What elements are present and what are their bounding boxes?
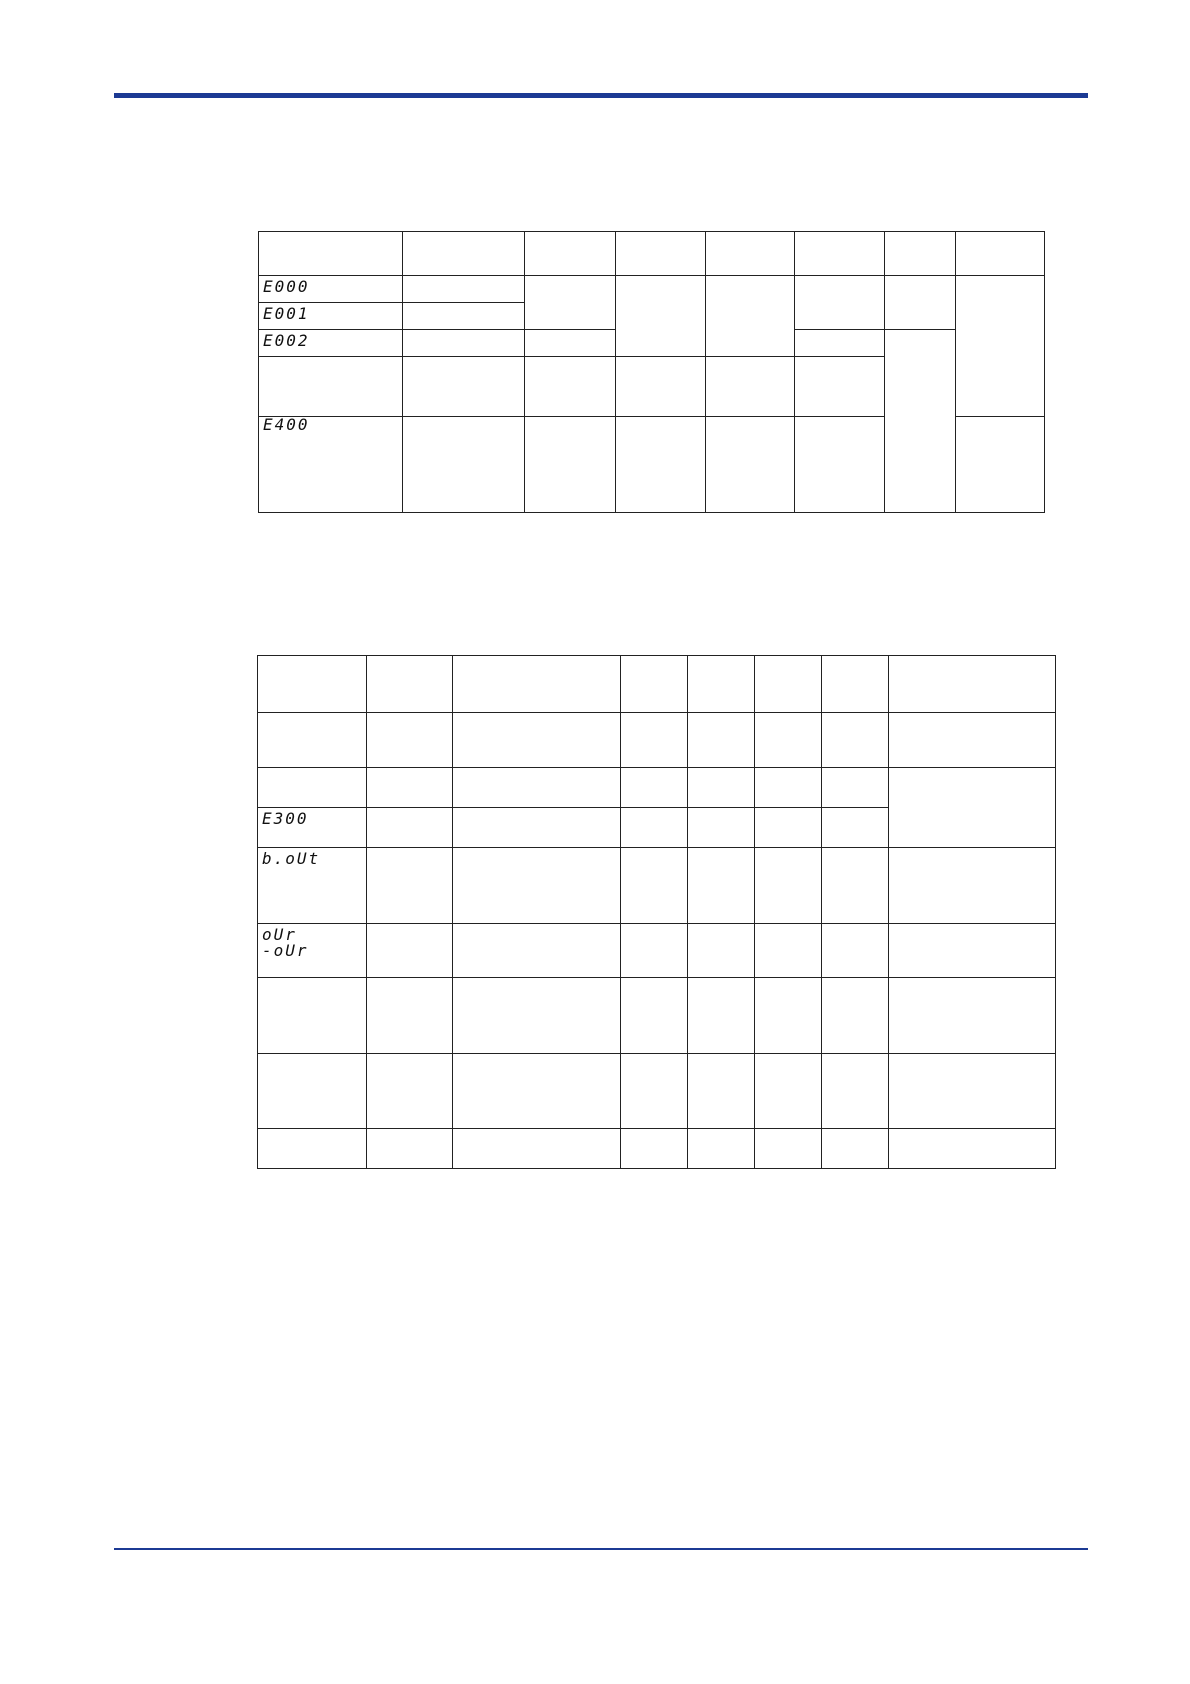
table-cell (822, 924, 889, 978)
table-cell (403, 357, 525, 417)
error-code-bout: b.oUt (262, 849, 321, 868)
header-cell (616, 232, 706, 276)
table-cell (889, 978, 1056, 1054)
table-cell (795, 357, 885, 417)
table-cell (706, 417, 795, 513)
table-cell (755, 713, 822, 768)
table-cell (621, 1129, 688, 1169)
table-cell (688, 848, 755, 924)
table-cell (688, 713, 755, 768)
header-cell (956, 232, 1045, 276)
header-cell (621, 656, 688, 713)
table-cell (688, 808, 755, 848)
header-rule (114, 93, 1088, 98)
table-cell (885, 330, 956, 513)
table-row (258, 768, 1056, 808)
error-code-neg-ovr: -oUr (262, 941, 309, 960)
header-cell (688, 656, 755, 713)
power-on-error-table (258, 231, 1045, 513)
table-header-row (258, 656, 1056, 713)
table-cell (956, 417, 1045, 513)
table-cell (453, 978, 621, 1054)
error-code-e400: E400 (263, 415, 310, 434)
table-cell (621, 924, 688, 978)
code-cell (258, 924, 367, 978)
table-cell (453, 808, 621, 848)
table-cell (367, 808, 453, 848)
table-cell (706, 357, 795, 417)
header-cell (755, 656, 822, 713)
table-cell (822, 713, 889, 768)
table-cell (258, 713, 367, 768)
table-cell (367, 924, 453, 978)
table-cell (889, 713, 1056, 768)
table-cell (755, 768, 822, 808)
table-cell (889, 1054, 1056, 1129)
table-cell (755, 1129, 822, 1169)
table-row (258, 924, 1056, 978)
error-code-e001: E001 (263, 304, 310, 323)
header-cell (706, 232, 795, 276)
table-cell (616, 417, 706, 513)
table-cell (822, 848, 889, 924)
table-cell (621, 848, 688, 924)
header-cell (885, 232, 956, 276)
header-cell (367, 656, 453, 713)
table-cell (367, 713, 453, 768)
table-cell (453, 924, 621, 978)
table-row (258, 713, 1056, 768)
table-cell (688, 1129, 755, 1169)
table-cell (889, 848, 1056, 924)
code-cell (258, 808, 367, 848)
table-cell (755, 808, 822, 848)
table-cell (688, 924, 755, 978)
code-cell (259, 417, 403, 513)
table-cell (706, 276, 795, 357)
table-cell (621, 978, 688, 1054)
table-cell (621, 1054, 688, 1129)
error-code-ovr: oUr (262, 925, 297, 944)
error-code-e300: E300 (262, 809, 309, 828)
table-cell (889, 768, 1056, 848)
table-cell (367, 1129, 453, 1169)
code-cell (258, 848, 367, 924)
table-cell (525, 417, 616, 513)
table-row (258, 848, 1056, 924)
table-cell (453, 848, 621, 924)
table-cell (258, 1129, 367, 1169)
header-cell (525, 232, 616, 276)
header-cell (403, 232, 525, 276)
operation-error-table (257, 655, 1056, 1169)
table-cell (795, 330, 885, 357)
table-cell (688, 768, 755, 808)
table-cell (755, 978, 822, 1054)
table-cell (616, 276, 706, 357)
table-cell (889, 924, 1056, 978)
header-cell (453, 656, 621, 713)
table-cell (525, 357, 616, 417)
code-cell (259, 330, 403, 357)
header-cell (258, 656, 367, 713)
table-cell (621, 808, 688, 848)
table-cell (621, 713, 688, 768)
table-cell (822, 978, 889, 1054)
footer-rule (114, 1548, 1088, 1550)
table-cell (885, 276, 956, 330)
header-cell (795, 232, 885, 276)
table-cell (403, 330, 525, 357)
header-cell (889, 656, 1056, 713)
code-cell (259, 303, 403, 330)
table-cell (367, 848, 453, 924)
table-cell (755, 848, 822, 924)
table-cell (755, 924, 822, 978)
table-cell (616, 357, 706, 417)
table-cell (889, 1129, 1056, 1169)
table-cell (367, 768, 453, 808)
table-cell (755, 1054, 822, 1129)
table-row (258, 978, 1056, 1054)
table-cell (525, 330, 616, 357)
table-cell (525, 276, 616, 330)
table-cell (258, 768, 367, 808)
table-cell (453, 713, 621, 768)
table-row (258, 1054, 1056, 1129)
error-code-e002: E002 (263, 331, 310, 350)
table-header-row (259, 232, 1045, 276)
header-cell (822, 656, 889, 713)
header-cell (259, 232, 403, 276)
table-cell (822, 808, 889, 848)
table-cell (795, 276, 885, 330)
error-code-e000: E000 (263, 277, 310, 296)
table-cell (367, 978, 453, 1054)
table-cell (822, 1129, 889, 1169)
table-cell (795, 417, 885, 513)
table-cell (403, 276, 525, 303)
table-cell (453, 768, 621, 808)
table-row (258, 1129, 1056, 1169)
table-cell (258, 1054, 367, 1129)
table-cell (453, 1054, 621, 1129)
table-cell (688, 978, 755, 1054)
table-cell (403, 417, 525, 513)
table-cell (258, 978, 367, 1054)
code-cell (259, 276, 403, 303)
table-cell (621, 768, 688, 808)
table-cell (367, 1054, 453, 1129)
table-row (259, 276, 1045, 303)
table-cell (822, 1054, 889, 1129)
table-cell (259, 357, 403, 417)
table-cell (956, 276, 1045, 417)
table-cell (688, 1054, 755, 1129)
table-cell (403, 303, 525, 330)
table-cell (822, 768, 889, 808)
table-cell (453, 1129, 621, 1169)
